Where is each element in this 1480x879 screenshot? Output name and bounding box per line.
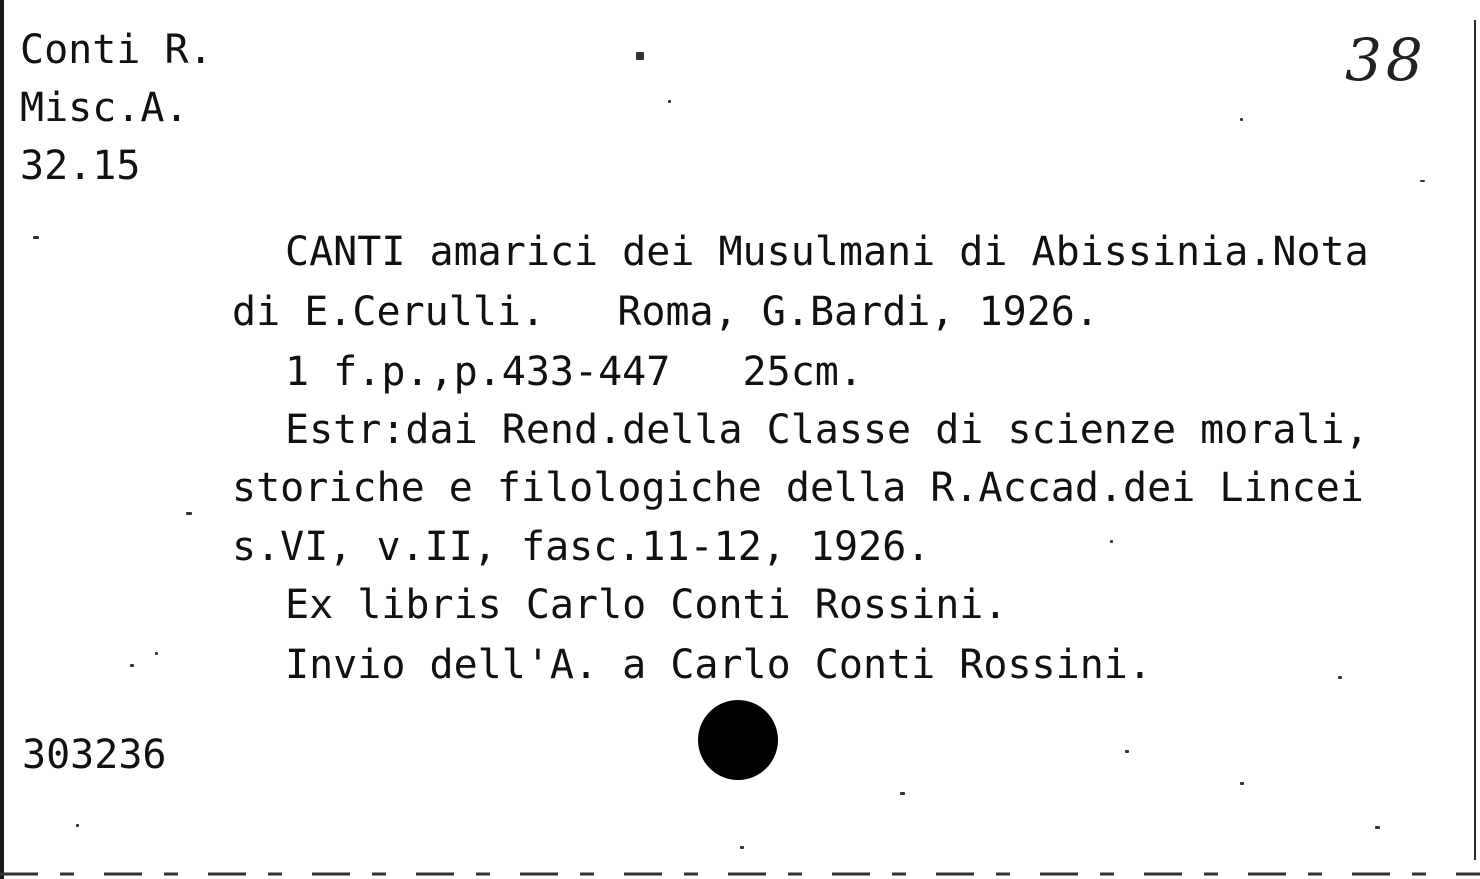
scan-speck	[76, 824, 79, 827]
note-line-3: s.VI, v.II, fasc.11-12, 1926.	[232, 524, 931, 570]
dedication-line: Invio dell'A. a Carlo Conti Rossini.	[285, 642, 1152, 688]
note-line-1: Estr:dai Rend.della Classe di scienze morali,	[285, 407, 1369, 453]
title-line-2: di E.Cerulli. Roma, G.Bardi, 1926.	[232, 289, 1099, 335]
call-number-collection: Misc.A.	[20, 85, 189, 131]
scan-speck	[740, 846, 744, 849]
scan-speck	[636, 52, 644, 60]
title-line-1: CANTI amarici dei Musulmani di Abissinia.Nota	[285, 229, 1369, 275]
call-number-shelf: 32.15	[20, 143, 141, 189]
scan-speck	[1375, 826, 1380, 829]
scan-speck	[186, 512, 192, 515]
scan-speck	[130, 664, 134, 667]
note-line-2: storiche e filologiche della R.Accad.dei Lincei	[232, 465, 1364, 511]
scan-speck	[1110, 540, 1113, 543]
accession-number: 303236	[22, 732, 167, 778]
scan-speck	[155, 652, 158, 655]
scan-speck	[900, 792, 905, 795]
scan-speck	[33, 236, 39, 239]
call-number-author: Conti R.	[20, 27, 213, 73]
collation-line: 1 f.p.,p.433-447 25cm.	[285, 349, 863, 395]
card-left-edge	[0, 0, 4, 879]
bottom-edge-strip	[0, 866, 1480, 879]
scan-speck	[1240, 782, 1244, 785]
punch-hole	[698, 700, 778, 780]
scan-speck	[1420, 180, 1425, 182]
scan-speck	[1338, 676, 1342, 679]
provenance-line: Ex libris Carlo Conti Rossini.	[285, 582, 1008, 628]
scan-speck	[668, 100, 671, 103]
handwritten-mark: 38	[1345, 26, 1427, 94]
scan-speck	[1240, 118, 1243, 121]
scan-speck	[1125, 750, 1129, 753]
card-right-edge	[1474, 20, 1476, 860]
